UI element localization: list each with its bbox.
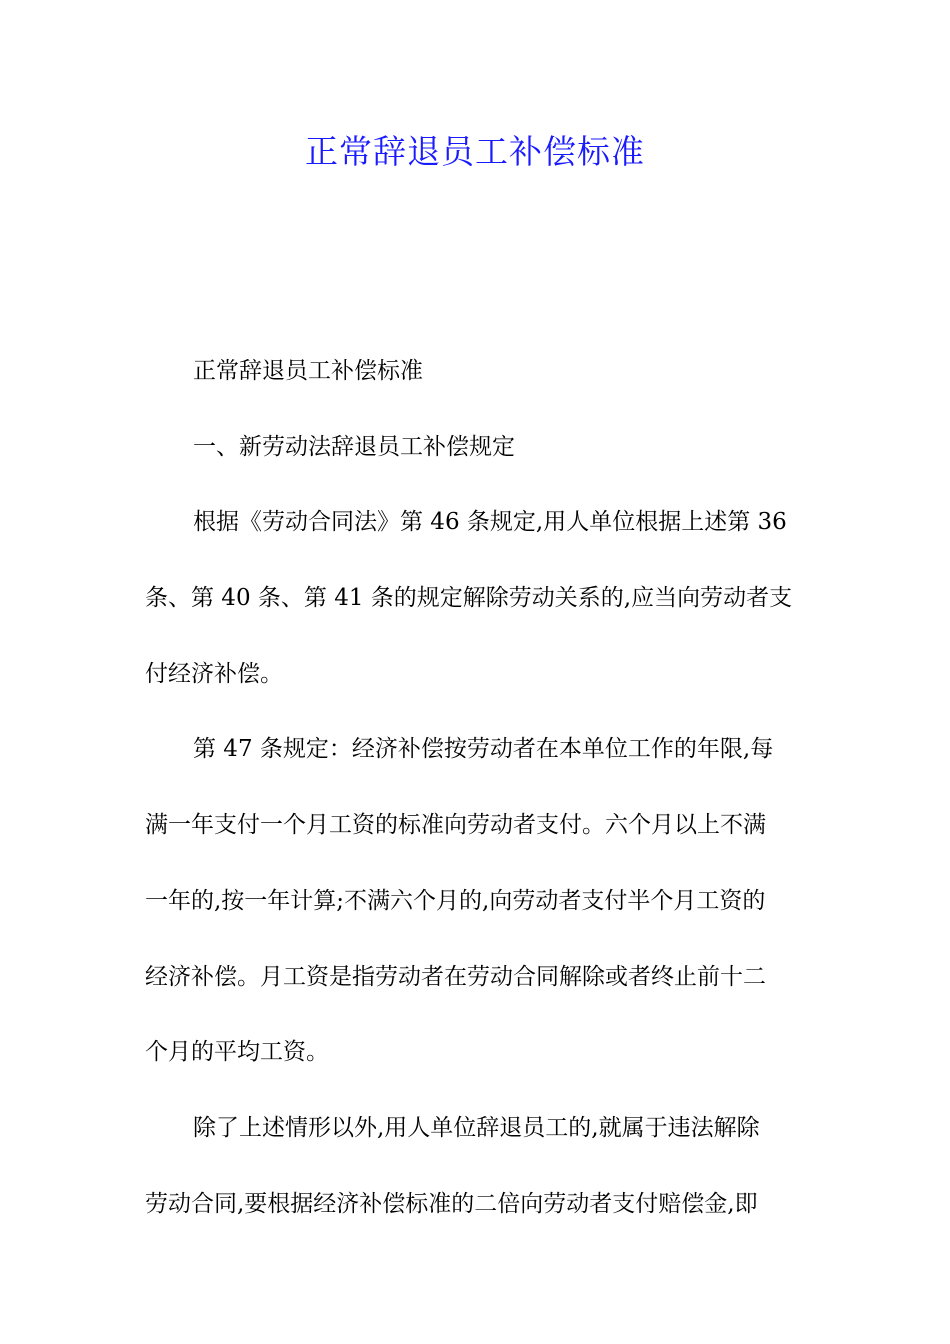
body-line-3: 根据《劳动合同法》第 46 条规定,用人单位根据上述第 36 [193, 509, 787, 536]
body-line-11: 除了上述情形以外,用人单位辞退员工的,就属于违法解除 [193, 1114, 760, 1141]
body-line-12: 劳动合同,要根据经济补偿标准的二倍向劳动者支付赔偿金,即 [145, 1190, 758, 1217]
body-line-1: 正常辞退员工补偿标准 [193, 358, 423, 384]
body-line-9: 经济补偿。月工资是指劳动者在劳动合同解除或者终止前十二 [145, 963, 766, 990]
body-line-7: 满一年支付一个月工资的标准向劳动者支付。六个月以上不满 [145, 812, 766, 839]
body-line-6: 第 47 条规定：经济补偿按劳动者在本单位工作的年限,每 [193, 736, 774, 763]
body-line-5: 付经济补偿。 [145, 660, 283, 687]
document-body [145, 334, 807, 1242]
document-title: 正常辞退员工补偿标准 [305, 132, 645, 171]
body-line-8: 一年的,按一年计算;不满六个月的,向劳动者支付半个月工资的 [145, 887, 766, 914]
body-line-2: 一、新劳动法辞退员工补偿规定 [193, 433, 515, 460]
body-line-4: 条、第 40 条、第 41 条的规定解除劳动关系的,应当向劳动者支 [145, 585, 793, 612]
body-line-10: 个月的平均工资。 [145, 1039, 329, 1066]
